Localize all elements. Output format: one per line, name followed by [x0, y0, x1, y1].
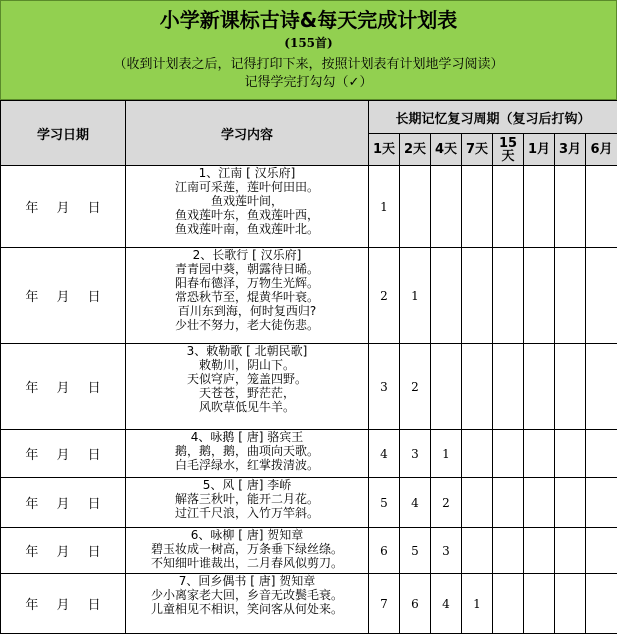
- review-mark-1-day[interactable]: 6: [369, 528, 400, 574]
- period-6-months: 6月: [586, 134, 617, 166]
- review-mark-15-days[interactable]: [493, 478, 524, 528]
- poem-line: 天苍苍，野茫茫，: [126, 386, 368, 400]
- study-date-cell[interactable]: 年 月 日: [1, 528, 126, 574]
- study-date-cell[interactable]: 年 月 日: [1, 478, 126, 528]
- review-mark-3-months[interactable]: [555, 478, 586, 528]
- review-mark-1-month[interactable]: [524, 248, 555, 344]
- review-mark-2-days[interactable]: 4: [400, 478, 431, 528]
- poem-line: 白毛浮绿水，红掌拨清波。: [126, 458, 368, 472]
- plan-row: [1, 478, 617, 528]
- period-4-days: 4天: [431, 134, 462, 166]
- poem-line: 青青园中葵，朝露待日晞。: [126, 262, 368, 276]
- poem-content-cell: [126, 478, 369, 528]
- period-1-month: 1月: [524, 134, 555, 166]
- review-mark-6-months[interactable]: [586, 478, 617, 528]
- poem-title: 3、敕勒歌 [ 北朝民歌]: [126, 344, 368, 358]
- study-date-cell[interactable]: 年 月 日: [1, 248, 126, 344]
- review-mark-1-month[interactable]: [524, 574, 555, 634]
- poem-line: 鱼戏莲叶间，: [126, 194, 368, 208]
- plan-row: [1, 528, 617, 574]
- review-mark-1-day[interactable]: 5: [369, 478, 400, 528]
- poem-content-cell: [126, 574, 369, 634]
- review-mark-2-days[interactable]: 6: [400, 574, 431, 634]
- review-mark-1-month[interactable]: [524, 166, 555, 248]
- study-date-cell[interactable]: 年 月 日: [1, 166, 126, 248]
- poem-title: 1、江南 [ 汉乐府]: [126, 166, 368, 180]
- review-mark-4-days[interactable]: 4: [431, 574, 462, 634]
- review-mark-2-days[interactable]: 1: [400, 248, 431, 344]
- review-mark-4-days[interactable]: 3: [431, 528, 462, 574]
- plan-row: [1, 344, 617, 430]
- review-mark-7-days[interactable]: [462, 344, 493, 430]
- review-mark-3-months[interactable]: [555, 166, 586, 248]
- poem-line: 江南可采莲，莲叶何田田。: [126, 180, 368, 194]
- review-mark-4-days[interactable]: 1: [431, 430, 462, 478]
- review-mark-7-days[interactable]: 1: [462, 574, 493, 634]
- review-mark-3-months[interactable]: [555, 574, 586, 634]
- review-mark-6-months[interactable]: [586, 248, 617, 344]
- poem-title: 5、风 [ 唐] 李峤: [126, 478, 368, 492]
- poem-count: (155首): [0, 34, 617, 51]
- poem-content-cell: [126, 528, 369, 574]
- poem-line: 少壮不努力，老大徒伤悲。: [126, 318, 368, 332]
- review-mark-1-day[interactable]: 7: [369, 574, 400, 634]
- review-mark-15-days[interactable]: [493, 574, 524, 634]
- review-mark-6-months[interactable]: [586, 430, 617, 478]
- study-date-cell[interactable]: 年 月 日: [1, 344, 126, 430]
- poem-title: 4、咏鹅 [ 唐] 骆宾王: [126, 430, 368, 444]
- poem-line: 常恐秋节至，焜黄华叶衰。: [126, 290, 368, 304]
- review-mark-1-month[interactable]: [524, 528, 555, 574]
- review-mark-15-days[interactable]: [493, 248, 524, 344]
- period-7-days: 7天: [462, 134, 493, 166]
- review-mark-2-days[interactable]: [400, 166, 431, 248]
- review-mark-15-days[interactable]: [493, 344, 524, 430]
- poem-line: 解落三秋叶，能开二月花。: [126, 492, 368, 506]
- review-mark-3-months[interactable]: [555, 528, 586, 574]
- review-mark-4-days[interactable]: [431, 166, 462, 248]
- review-mark-2-days[interactable]: 3: [400, 430, 431, 478]
- poem-title: 7、回乡偶书 [ 唐] 贺知章: [126, 574, 368, 588]
- review-mark-6-months[interactable]: [586, 166, 617, 248]
- date-column-header: 学习日期: [1, 101, 126, 166]
- review-mark-4-days[interactable]: [431, 248, 462, 344]
- review-mark-4-days[interactable]: [431, 344, 462, 430]
- poem-line: 鱼戏莲叶东，鱼戏莲叶西，: [126, 208, 368, 222]
- review-mark-7-days[interactable]: [462, 248, 493, 344]
- review-mark-1-month[interactable]: [524, 478, 555, 528]
- plan-row: [1, 248, 617, 344]
- review-mark-3-months[interactable]: [555, 430, 586, 478]
- poem-content-cell: [126, 166, 369, 248]
- review-mark-15-days[interactable]: [493, 166, 524, 248]
- poem-line: 碧玉妆成一树高，万条垂下绿丝绦。: [126, 542, 368, 556]
- review-mark-2-days[interactable]: 5: [400, 528, 431, 574]
- plan-row: [1, 574, 617, 634]
- instruction-note: （收到计划表之后，记得打印下来，按照计划表有计划地学习阅读）: [0, 53, 617, 72]
- review-mark-1-day[interactable]: 3: [369, 344, 400, 430]
- review-mark-7-days[interactable]: [462, 528, 493, 574]
- poem-line: 过江千尺浪，入竹万竿斜。: [126, 506, 368, 520]
- poem-content-cell: [126, 430, 369, 478]
- plan-row: [1, 430, 617, 478]
- poem-line: 阳春布德泽，万物生光辉。: [126, 276, 368, 290]
- review-mark-7-days[interactable]: [462, 430, 493, 478]
- period-15-days: 15天: [493, 134, 524, 166]
- poem-title: 6、咏柳 [ 唐] 贺知章: [126, 528, 368, 542]
- period-1-day: 1天: [369, 134, 400, 166]
- review-mark-1-day[interactable]: 4: [369, 430, 400, 478]
- poem-line: 儿童相见不相识，笑问客从何处来。: [126, 602, 368, 616]
- poem-line: 不知细叶谁裁出，二月春风似剪刀。: [126, 556, 368, 570]
- review-mark-2-days[interactable]: 2: [400, 344, 431, 430]
- review-mark-3-months[interactable]: [555, 344, 586, 430]
- review-mark-15-days[interactable]: [493, 430, 524, 478]
- poem-line: 天似穹庐，笼盖四野。: [126, 372, 368, 386]
- review-cycle-header: 长期记忆复习周期（复习后打钩）: [369, 101, 617, 134]
- review-mark-1-month[interactable]: [524, 430, 555, 478]
- poem-content-cell: [126, 344, 369, 430]
- review-mark-3-months[interactable]: [555, 248, 586, 344]
- poem-title: 2、长歌行 [ 汉乐府]: [126, 248, 368, 262]
- review-mark-1-day[interactable]: 2: [369, 248, 400, 344]
- review-mark-6-months[interactable]: [586, 344, 617, 430]
- poem-line: 鹅，鹅，鹅，曲项向天歌。: [126, 444, 368, 458]
- review-mark-6-months[interactable]: [586, 574, 617, 634]
- plan-row: [1, 166, 617, 248]
- study-date-cell[interactable]: 年 月 日: [1, 574, 126, 634]
- review-mark-6-months[interactable]: [586, 528, 617, 574]
- review-mark-1-month[interactable]: [524, 344, 555, 430]
- period-3-months: 3月: [555, 134, 586, 166]
- study-date-cell[interactable]: 年 月 日: [1, 430, 126, 478]
- poem-line: 百川东到海，何时复西归?: [126, 304, 368, 318]
- poem-line: 风吹草低见牛羊。: [126, 400, 368, 414]
- review-mark-4-days[interactable]: 2: [431, 478, 462, 528]
- page-title: 小学新课标古诗&每天完成计划表: [0, 4, 617, 33]
- review-mark-15-days[interactable]: [493, 528, 524, 574]
- review-mark-1-day[interactable]: 1: [369, 166, 400, 248]
- study-plan-table: [0, 100, 617, 634]
- review-mark-7-days[interactable]: [462, 166, 493, 248]
- poem-line: 少小离家老大回，乡音无改鬓毛衰。: [126, 588, 368, 602]
- poem-line: 鱼戏莲叶南，鱼戏莲叶北。: [126, 222, 368, 236]
- poem-line: 敕勒川，阴山下。: [126, 358, 368, 372]
- poem-content-cell: [126, 248, 369, 344]
- content-column-header: 学习内容: [126, 101, 369, 166]
- review-mark-7-days[interactable]: [462, 478, 493, 528]
- check-note: 记得学完打勾勾（✓）: [0, 71, 617, 90]
- period-2-days: 2天: [400, 134, 431, 166]
